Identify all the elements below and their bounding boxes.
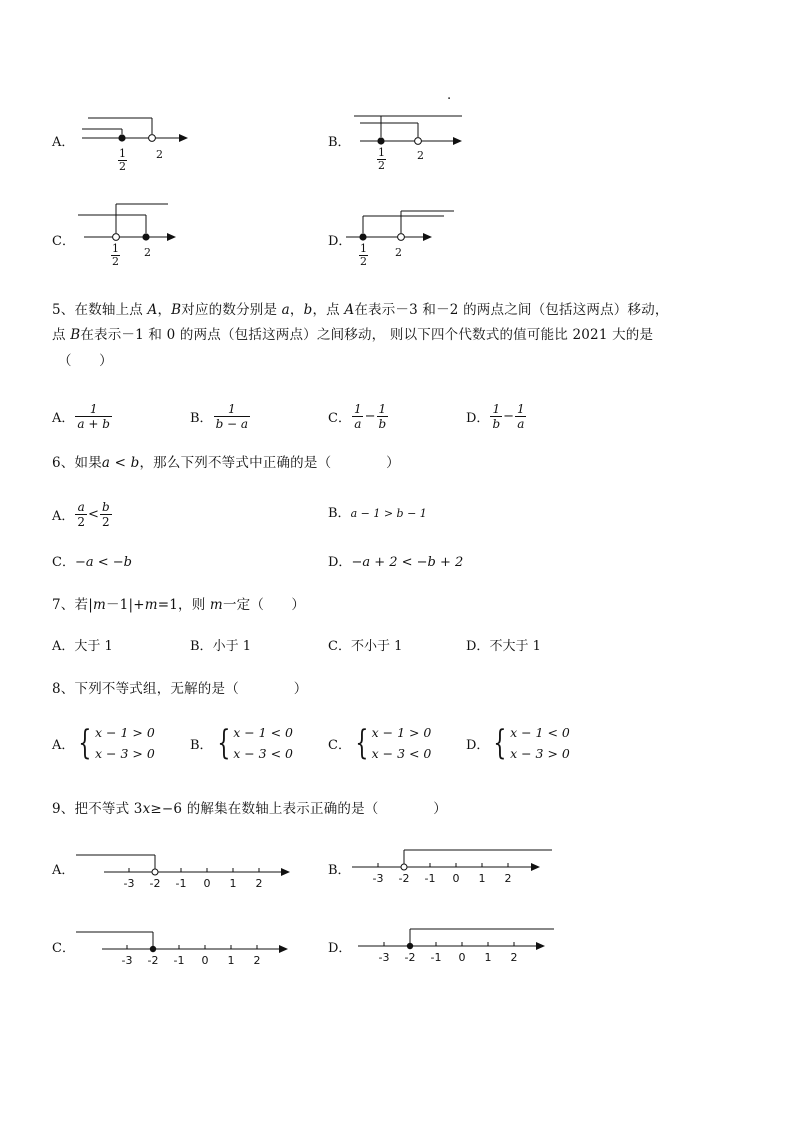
q7-option-b[interactable]: B．小于 1 (190, 639, 251, 654)
q4-b-half: 1 2 (378, 146, 385, 172)
q7-option-c[interactable]: C．不小于 1 (328, 639, 403, 654)
hollow-point-icon (113, 234, 120, 241)
q8-option-a[interactable]: A． { x − 1 > 0 x − 3 > 0 (52, 723, 155, 763)
tick-label: 0 (201, 954, 209, 967)
q9-option-a-label[interactable]: A． (52, 863, 75, 878)
tick-label: -1 (173, 954, 185, 967)
q6-option-c[interactable]: C．−a < −b (52, 555, 132, 570)
tick-label: 1 (227, 954, 235, 967)
q4-option-d-label[interactable]: D． (328, 234, 352, 249)
arrow-head-icon (279, 945, 288, 953)
q4-d-two: 2 (395, 246, 402, 259)
q5-option-c[interactable]: C． $\frac{1}{a}$ − $\frac{1}{b}$ (328, 402, 387, 431)
tick-label: 0 (203, 877, 211, 890)
q4-c-two: 2 (144, 246, 151, 259)
q4-b-two: 2 (417, 149, 424, 162)
tick-label: -3 (123, 877, 135, 890)
q4-option-b-label[interactable]: B． (328, 135, 351, 150)
arrow-head-icon (536, 942, 545, 950)
q9-option-c-label[interactable]: C． (52, 941, 75, 956)
q6-stem: 6、如果a < b，那么下列不等式中正确的是（ ） (52, 455, 400, 471)
q8-option-b[interactable]: B． { x − 1 < 0 x − 3 < 0 (190, 723, 293, 763)
q8-option-c[interactable]: C． { x − 1 > 0 x − 3 < 0 (328, 723, 432, 763)
tick-label: 2 (255, 877, 263, 890)
tick-label: -2 (398, 872, 410, 885)
tick-label: -3 (372, 872, 384, 885)
hollow-point-icon (415, 138, 422, 145)
tick-label: -3 (121, 954, 133, 967)
q5-option-b[interactable]: B． $\frac{1}{b - a}$ (190, 402, 249, 431)
solid-point-icon (359, 233, 366, 240)
solid-point-icon (142, 233, 149, 240)
hollow-point-icon (398, 234, 405, 241)
q5-stem-line2: 点 B在表示－1 和 0 的两点（包括这两点）之间移动， 则以下四个代数式的值可能比 2021 大的是 (52, 327, 654, 343)
hollow-point-icon (149, 135, 156, 142)
q5-stem-line1: 5、在数轴上点 A，B对应的数分别是 a，b，点 A在表示－3 和－2 的两点之间（包括这两点）移动， (52, 302, 669, 318)
q6-option-a[interactable]: A． $\frac{a}{2}$ < $\frac{b}{2}$ (52, 500, 110, 529)
solid-point-icon (150, 946, 156, 952)
tick-label: -3 (378, 951, 390, 964)
tick-label: 1 (484, 951, 492, 964)
solid-point-icon (118, 134, 125, 141)
hollow-point-icon (401, 864, 407, 870)
q5-answer-blank: （ ） (58, 353, 113, 369)
tick-label: -2 (404, 951, 416, 964)
q4-a-half: 1 2 (119, 147, 126, 173)
brace-icon: { (493, 723, 507, 763)
q9-option-d-label[interactable]: D． (328, 941, 352, 956)
q5-option-d[interactable]: D． $\frac{1}{b}$ − $\frac{1}{a}$ (466, 402, 525, 431)
q4-c-half: 1 2 (112, 242, 119, 268)
q4-option-a-label[interactable]: A． (52, 135, 75, 150)
q4-option-c-label[interactable]: C． (52, 234, 75, 249)
q5-option-a[interactable]: A． $\frac{1}{a + b}$ (52, 402, 110, 431)
arrow-head-icon (179, 134, 188, 142)
hollow-point-icon (152, 869, 158, 875)
tick-label: -2 (149, 877, 161, 890)
q7-option-d[interactable]: D．不大于 1 (466, 639, 541, 654)
arrow-head-icon (167, 233, 176, 241)
q9-stem: 9、把不等式 3x≥−6 的解集在数轴上表示正确的是（ ） (52, 801, 448, 817)
q4-d-half: 1 2 (360, 242, 367, 268)
arrow-head-icon (453, 137, 462, 145)
tick-label: -1 (430, 951, 442, 964)
tick-label: 1 (478, 872, 486, 885)
arrow-head-icon (531, 863, 540, 871)
tick-label: 0 (452, 872, 460, 885)
brace-icon: { (216, 723, 230, 763)
tick-label: 2 (510, 951, 518, 964)
tick-label: -1 (424, 872, 436, 885)
q4-a-two: 2 (156, 148, 163, 161)
arrow-head-icon (423, 233, 432, 241)
arrow-head-icon (281, 868, 290, 876)
tick-label: 1 (229, 877, 237, 890)
q8-option-d[interactable]: D． { x − 1 < 0 x − 3 > 0 (466, 723, 570, 763)
q7-option-a[interactable]: A．大于 1 (52, 639, 113, 654)
tick-label: -1 (175, 877, 187, 890)
tick-label: 0 (458, 951, 466, 964)
tick-label: 2 (253, 954, 261, 967)
tick-label: -2 (147, 954, 159, 967)
q7-stem: 7、若|m－1|+m=1，则 m一定（ ） (52, 597, 306, 613)
stray-mark: . (447, 88, 452, 103)
solid-point-icon (407, 943, 413, 949)
brace-icon: { (78, 723, 92, 763)
q8-stem: 8、下列不等式组，无解的是（ ） (52, 681, 308, 697)
q6-option-b[interactable]: B．a − 1 > b − 1 (328, 506, 427, 521)
brace-icon: { (355, 723, 369, 763)
tick-label: 2 (504, 872, 512, 885)
solid-point-icon (377, 137, 384, 144)
q9-option-b-label[interactable]: B． (328, 863, 351, 878)
q6-option-d[interactable]: D．−a + 2 < −b + 2 (328, 555, 464, 570)
